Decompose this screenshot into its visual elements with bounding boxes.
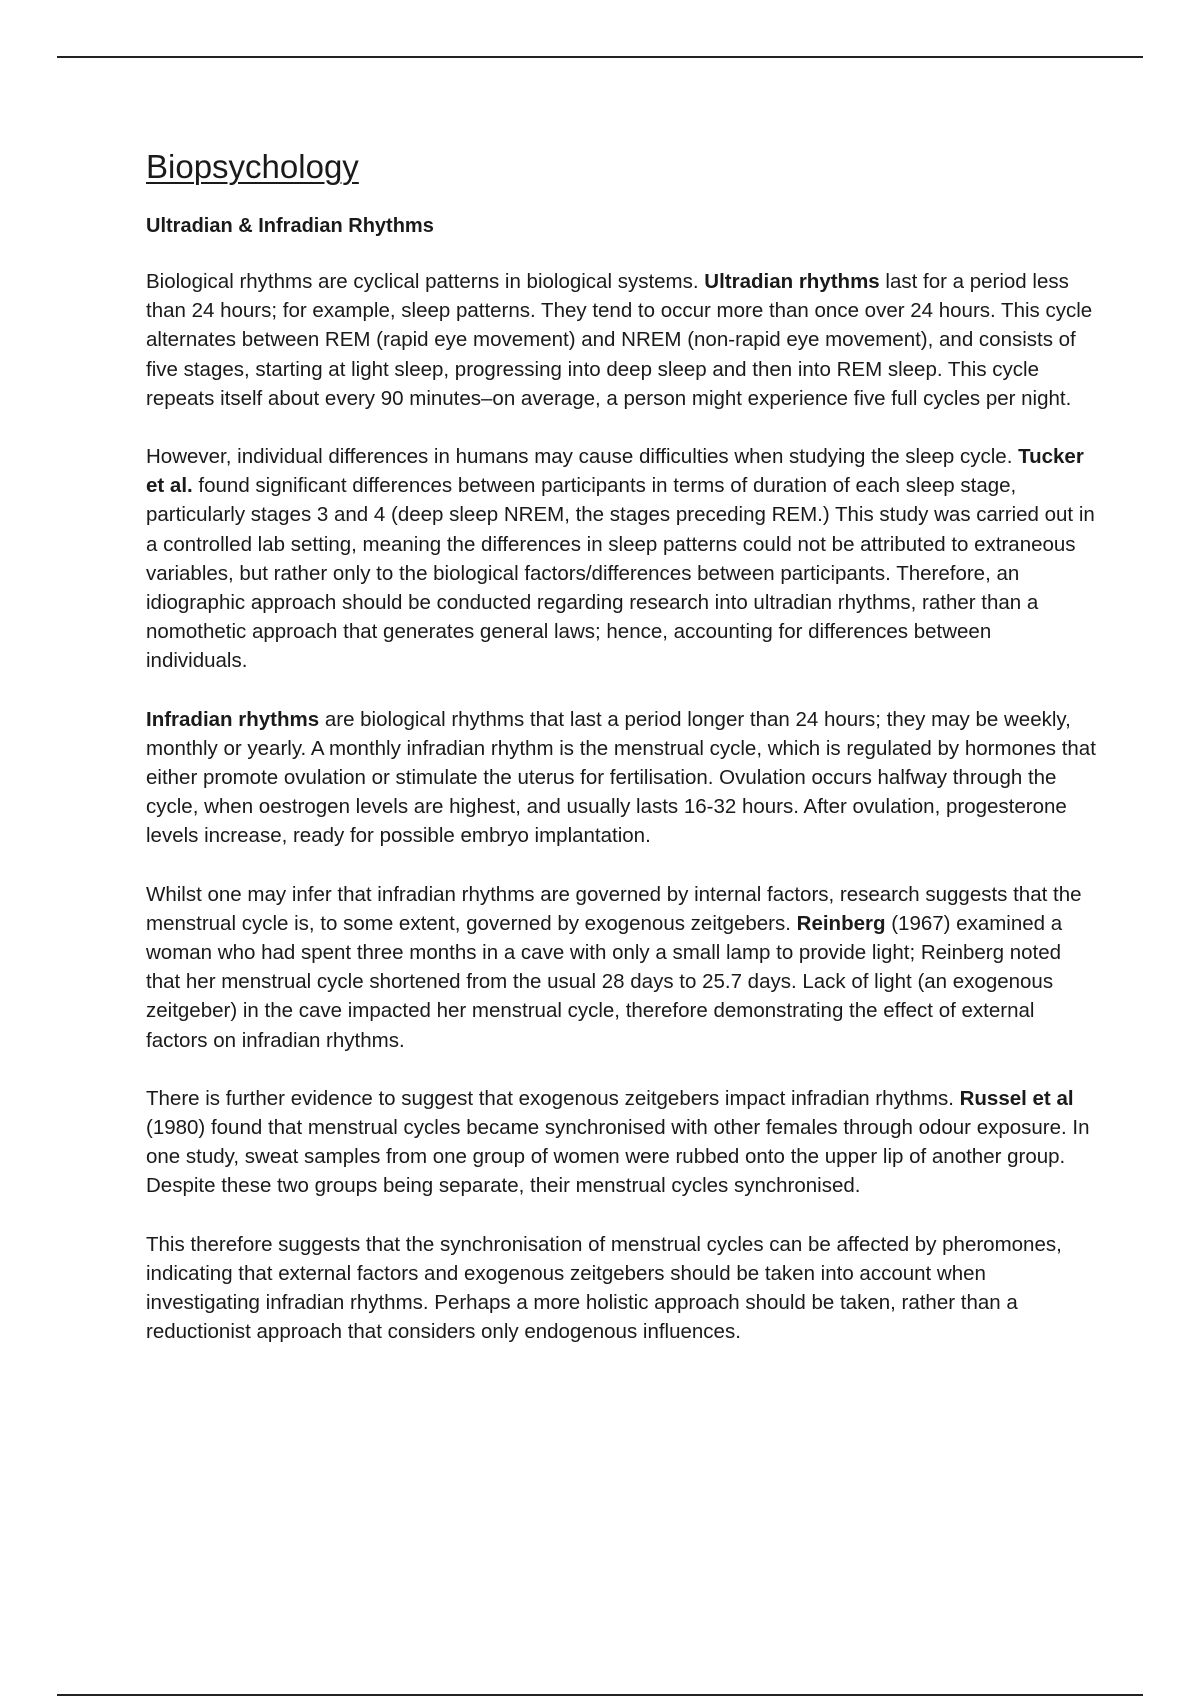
document-title: Biopsychology — [146, 148, 359, 185]
paragraph-text: last for a period less than 24 hours; for example, sleep patterns. They tend to occur more than once over 24 hours. This cycle alternates between REM (rapid eye movement) and NREM (non-rapid eye movement), and consists of five stages, starting at light sleep, progressing into deep sleep and then into REM sleep. This cycle repeats itself about every 90 minutes–on average, a person might experience five full cycles per night. — [146, 270, 1093, 410]
paragraph-text: There is further evidence to suggest that exogenous zeitgebers impact infradian rhythms. — [146, 1086, 960, 1110]
paragraph-text: are biological rhythms that last a period longer than 24 hours; they may be weekly, monthly or yearly. A monthly infradian rhythm is the menstrual cycle, which is regulated by hormones that either promote ovulation or stimulate the uterus for fertilisation. Ovulation occurs halfway through the cycle, when oestrogen levels are highest, and usually lasts 16-32 hours. After ovulation, progesterone levels increase, ready for possible embryo implantation. — [146, 707, 1096, 848]
paragraph-ultradian — [146, 267, 1096, 413]
paragraph-text: found significant differences between participants in terms of duration of each sleep stage, particularly stages 3 and 4 (deep sleep NREM, the stages preceding REM.) This study was carried out in a controlled lab setting, meaning the differences in sleep patterns could not be attributed to extraneous variables, but rather only to the biological factors/differences between participants. Therefore, an idiographic approach should be conducted regarding research into ultradian rhythms, rather than a nomothetic approach that generates general laws; hence, accounting for differences between individuals. — [146, 474, 1095, 673]
paragraph-text: (1967) examined a woman who had spent three months in a cave with only a small lamp to provide light; Reinberg noted that her menstrual cycle shortened from the usual 28 days to 25.7 days. Lack of light (an exogenous zeitgeber) in the cave impacted her menstrual cycle, therefore demonstrating the effect of external factors on infradian rhythms. — [146, 911, 1063, 1052]
citation-reinberg: Reinberg — [796, 911, 886, 935]
paragraph-reinberg — [146, 880, 1096, 1055]
paragraph-individual-differences — [146, 442, 1096, 676]
paragraph-text: Whilst one may infer that infradian rhythms are governed by internal factors, research suggests that the menstrual cycle is, to some extent, governed by exogenous zeitgebers. — [146, 882, 1082, 935]
footer-rule — [57, 1694, 1143, 1696]
header-rule — [57, 56, 1143, 58]
paragraph-conclusion — [146, 1230, 1096, 1347]
term-ultradian-rhythms: Ultradian rhythms — [704, 270, 880, 293]
paragraph-text: This therefore suggests that the synchronisation of menstrual cycles can be affected by pheromones, indicating that external factors and exogenous zeitgebers should be taken into account when investigating infradian rhythms. Perhaps a more holistic approach should be taken, rather than a reductionist approach that considers only endogenous influences. — [146, 1232, 1062, 1344]
paragraph-text: (1980) found that menstrual cycles became synchronised with other females through odour exposure. In one study, sweat samples from one group of women were rubbed onto the upper lip of another group. Despite these two groups being separate, their menstrual cycles synchronised. — [146, 1116, 1090, 1198]
paragraph-text: Biological rhythms are cyclical patterns in biological systems. — [146, 270, 705, 293]
paragraph-text: However, individual differences in humans may cause difficulties when studying the sleep cycle. — [146, 445, 1019, 469]
citation-russel: Russel et al — [959, 1086, 1074, 1110]
paragraph-russel — [146, 1084, 1096, 1201]
document-body — [146, 145, 1096, 1376]
citation-tucker: Tucker et al. — [146, 445, 1084, 498]
section-heading: Ultradian & Infradian Rhythms — [146, 215, 434, 237]
term-infradian-rhythms: Infradian rhythms — [146, 707, 320, 731]
paragraph-infradian — [146, 705, 1096, 851]
